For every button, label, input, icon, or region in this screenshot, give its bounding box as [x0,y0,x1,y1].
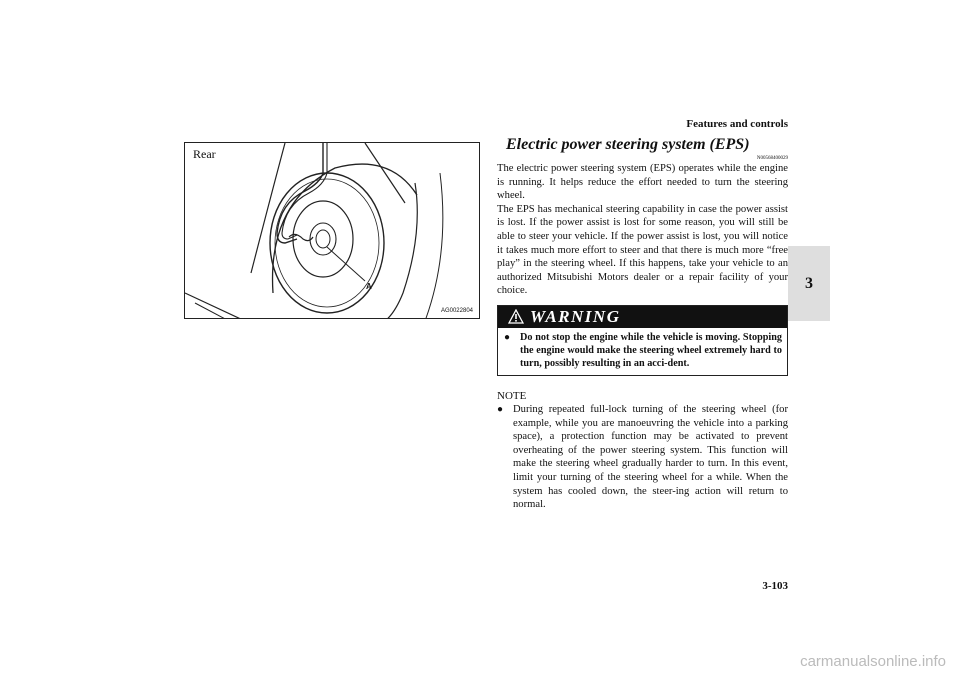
callout-a: A [366,282,372,291]
note-text: During repeated full-lock turning of the steering wheel (for example, while you are manoeuvring the vehicle into a parking space), a protection function may be activated to prevent overheating of the power steering system. This function will make the steering wheel gradually harder to turn. In this event, limit your turning of the steering wheel for a while. When the system has cooled down, the steer-ing action will return to normal. [513,403,788,511]
note-label: NOTE [497,389,527,402]
figure-code: AG0022804 [440,308,473,314]
warning-triangle-icon [508,309,524,324]
chapter-tab [788,246,830,321]
warning-header [498,306,787,328]
bullet-icon: ● [504,331,511,343]
rear-label: Rear [193,147,216,161]
warning-item [498,328,787,371]
main-content [497,135,788,512]
wheel-illustration [184,142,480,319]
page-number: 3-103 [762,580,788,592]
watermark: carmanualsonline.info [800,653,946,670]
paragraph-eps-intro: The electric power steering system (EPS) operates while the engine is running. It helps reduce the effort needed to turn the steering wheel. [497,163,788,202]
warning-text: Do not stop the engine while the vehicle is moving. Stopping the engine would make the steering wheel extremely hard to turn, possibly resulting in an acci-dent. [520,331,782,370]
note-item [497,403,788,512]
running-header: Features and controls [686,118,788,130]
warning-box [497,305,788,376]
reference-code: N00568400029 [756,156,788,161]
chapter-number: 3 [805,274,813,292]
section-title: Electric power steering system (EPS) [506,136,750,153]
wheel-drawing [185,143,480,319]
warning-title: WARNING [530,306,621,326]
paragraph-eps-mechanical: The EPS has mechanical steering capability in case the power assist is lost. If the power assist is lost for some reason, you will still be able to steer your vehicle. If the power assist is lost, you will notice it takes much more effort to steer and that there is much more “free play” in the steering wheel. If this happens, take your vehicle to an authorized Mitsubishi Motors dealer or a repair facility of your choice. [497,203,788,297]
bullet-icon: ● [497,403,504,415]
